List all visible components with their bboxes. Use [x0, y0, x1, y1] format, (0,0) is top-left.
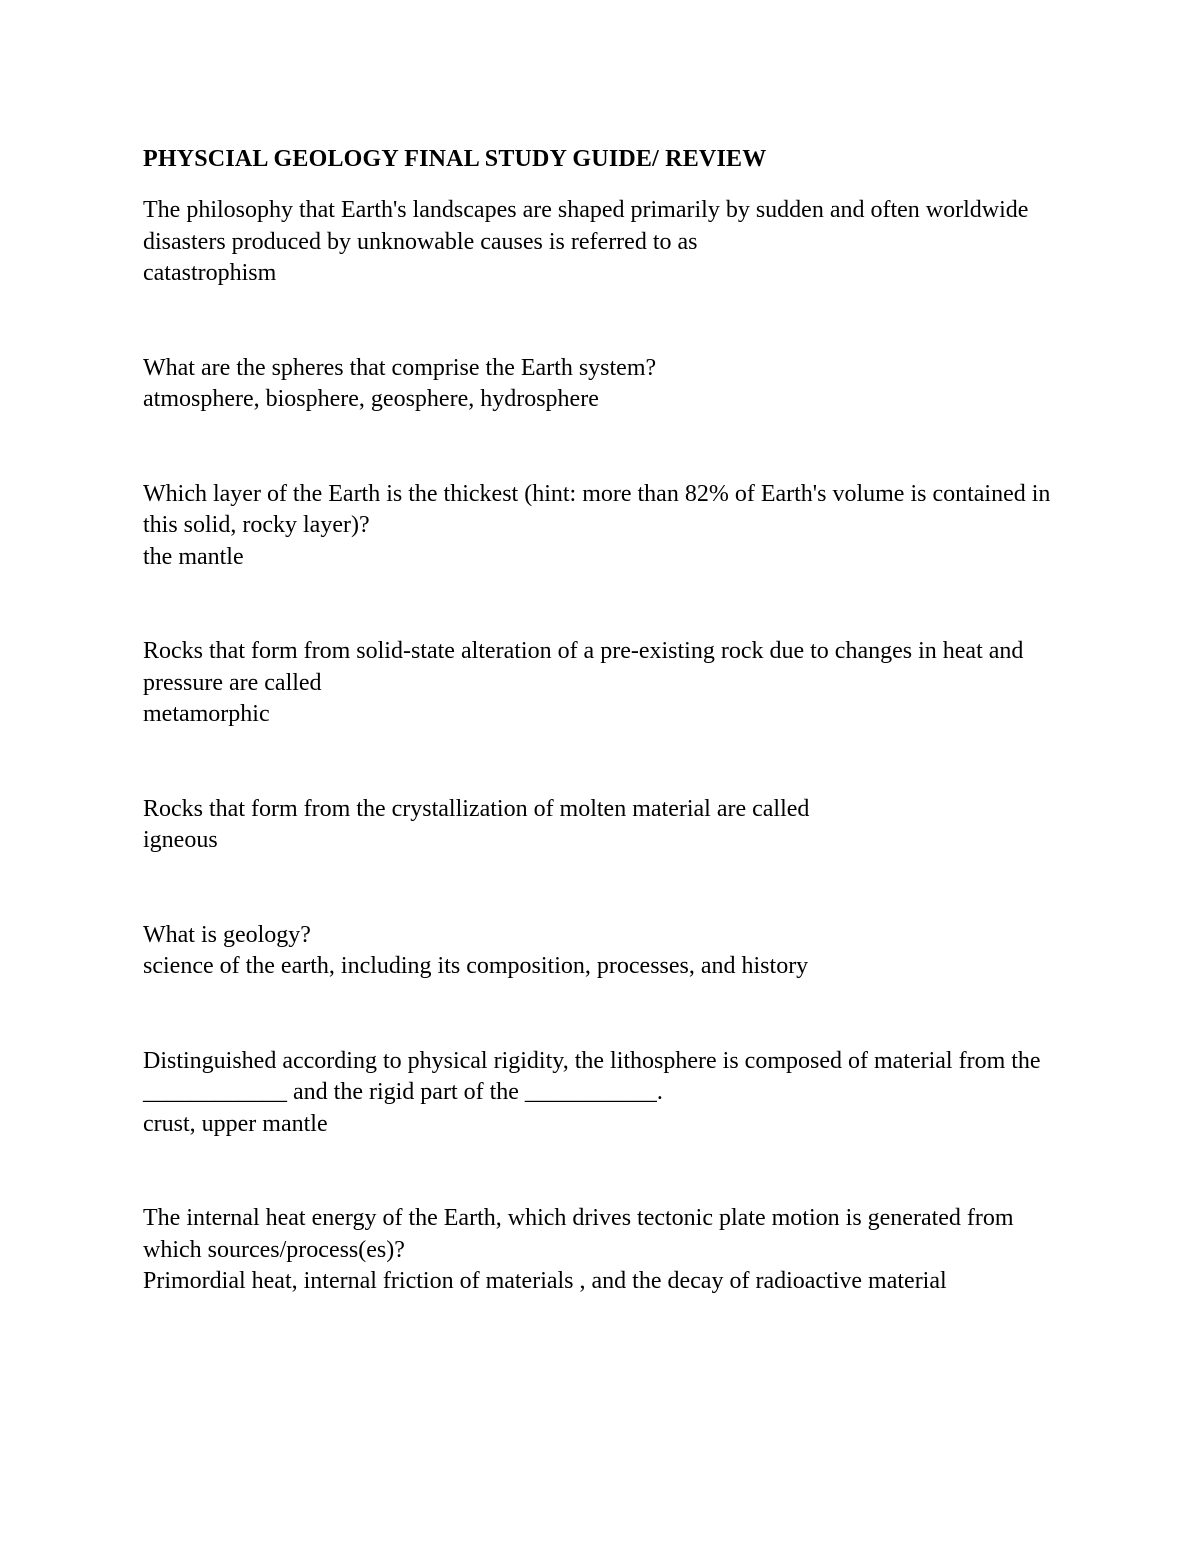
document-title: PHYSCIAL GEOLOGY FINAL STUDY GUIDE/ REVIEW	[143, 146, 767, 172]
question-text: Rocks that form from the crystallization of molten material are called	[143, 795, 810, 822]
answer-text: science of the earth, including its composition, processes, and history	[143, 953, 809, 979]
qa-item-1	[143, 195, 1073, 290]
qa-item-2	[143, 353, 1073, 416]
answer-text: metamorphic	[143, 701, 270, 727]
document-content	[143, 143, 1073, 1298]
qa-item-3	[143, 479, 1073, 574]
qa-item-4	[143, 636, 1073, 731]
answer-text: Primordial heat, internal friction of materials , and the decay of radioactive material	[143, 1268, 947, 1294]
spacer	[143, 416, 1073, 479]
question-text: Which layer of the Earth is the thickest (hint: more than 82% of Earth's volume is contained in this solid, rocky layer)?	[143, 480, 1051, 538]
question-text: Distinguished according to physical rigidity, the lithosphere is composed of material from the ____________ and the rigid part of the ___________.	[143, 1047, 1041, 1105]
answer-text: the mantle	[143, 543, 244, 570]
answer-text: igneous	[143, 827, 218, 853]
qa-item-5	[143, 794, 1073, 857]
qa-item-7	[143, 1046, 1073, 1141]
question-text: What is geology?	[143, 921, 311, 948]
spacer	[143, 290, 1073, 353]
question-text: The internal heat energy of the Earth, which drives tectonic plate motion is generated from which sources/process(es)?	[143, 1205, 1014, 1263]
spacer	[143, 857, 1073, 920]
qa-item-6	[143, 920, 1073, 983]
spacer	[143, 573, 1073, 636]
question-text: What are the spheres that comprise the Earth system?	[143, 354, 657, 381]
qa-item-8	[143, 1203, 1073, 1298]
answer-text: atmosphere, biosphere, geosphere, hydrosphere	[143, 386, 599, 412]
question-text: The philosophy that Earth's landscapes are shaped primarily by sudden and often worldwide disasters produced by unknowable causes is referred to as	[143, 197, 1029, 255]
spacer	[143, 731, 1073, 794]
answer-text: catastrophism	[143, 260, 277, 286]
question-text: Rocks that form from solid-state alteration of a pre-existing rock due to changes in heat and pressure are called	[143, 638, 1024, 696]
spacer	[143, 983, 1073, 1046]
answer-text: crust, upper mantle	[143, 1110, 328, 1137]
spacer	[143, 1140, 1073, 1203]
